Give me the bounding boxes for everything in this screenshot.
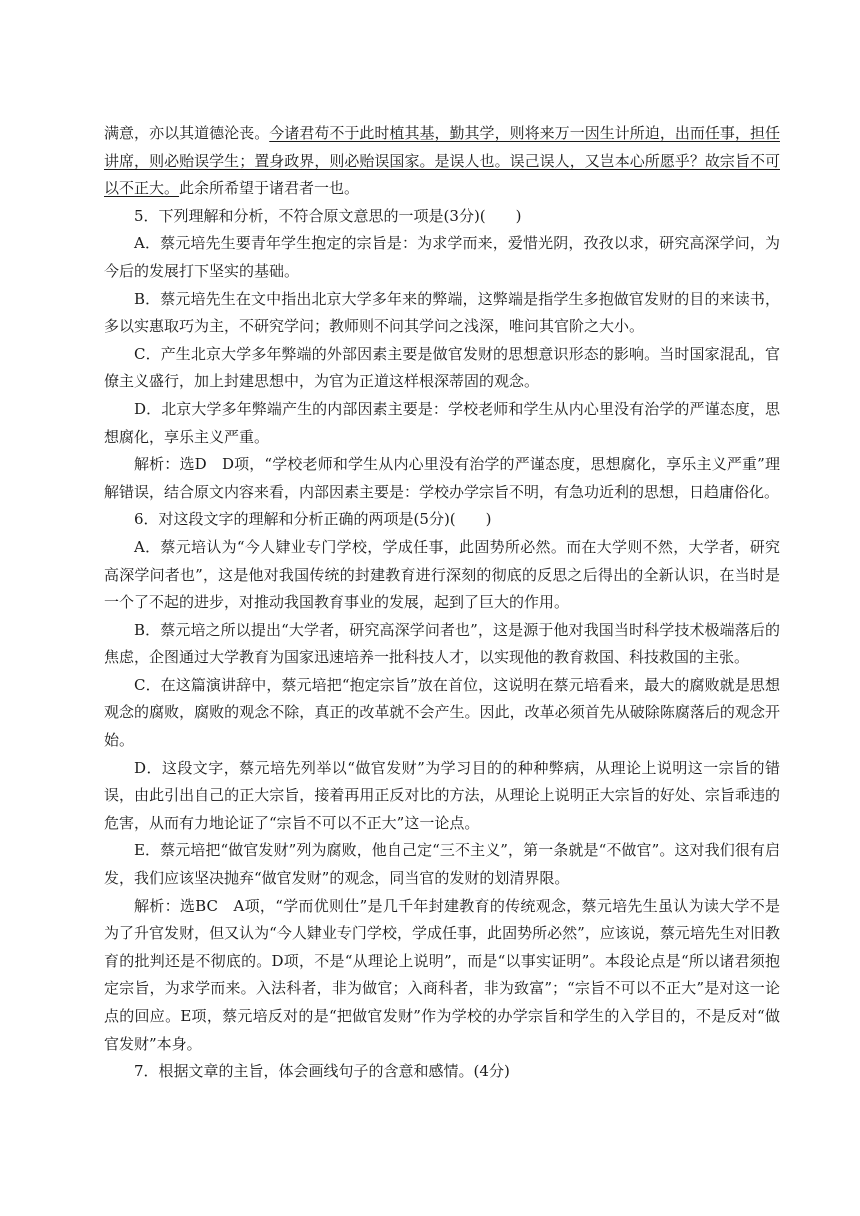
question-6-option-e: E．蔡元培把“做官发财”列为腐败，他自己定“三不主义”，第一条就是“不做官”。这对我们很有启发，我们应该坚决抛弃“做官发财”的观念，同当官的发财的划清界限。: [104, 841, 780, 888]
question-5-option-a: A．蔡元培先生要青年学生抱定的宗旨是：为求学而来，爱惜光阴，孜孜以求，研究高深学问，为今后的发展打下坚实的基础。: [104, 234, 780, 280]
question-6-option-b: B．蔡元培之所以提出“大学者，研究高深学问者也”，这是源于他对我国当时科学技术极端落后的焦虑，企图通过大学教育为国家迅速培养一批科技人才，以实现他的教育救国、科技救国的主张。: [104, 620, 780, 667]
question-7-stem: 7．根据文章的主旨，体会画线句子的含意和感情。(4分): [134, 1062, 510, 1081]
question-6-analysis: 解析：选BC A项，“学而优则仕”是几千年封建教育的传统观念，蔡元培先生虽认为读大学不是为了升官发财，但又认为“今人肄业专门学校，学成任事，此固势所必然”，应该说，蔡元培先生对旧教育的批判还是不彻底的。D项，不是“从理论上说明”，而是“以事实证明”。本段论点是“所以诸君须抱定宗旨，为求学而来。入法科者，非为做官；入商科者，非为致富”；“宗旨不可以不正大”是对这一论点的回应。E项，蔡元培反对的是“把做官发财”作为学校的办学宗旨和学生的入学目的，不是反对“做官发财”本身。: [104, 896, 780, 1053]
underlined-sentence: 今诸君苟不于此时植其基，勤其学，则将来万一因生计所迫，出而任事，担任讲席，则必贻误学生；置身政界，则必贻误国家。是误人也。误己误人，又岂本心所愿乎？故宗旨不可以不正大。: [104, 124, 780, 198]
question-6-option-c: C．在这篇演讲辞中，蔡元培把“抱定宗旨”放在首位，这说明在蔡元培看来，最大的腐败就是思想观念的腐败，腐败的观念不除，真正的改革就不会产生。因此，改革必须首先从破除陈腐落后的观念开始。: [104, 675, 780, 750]
question-5-stem: 5．下列理解和分析，不符合原文意思的一项是(3分)( ): [134, 206, 522, 225]
document-body: [104, 120, 780, 1086]
question-5-analysis: 解析：选D D项，“学校老师和学生从内心里没有治学的严谨态度，思想腐化，享乐主义严重”理解错误，结合原文内容来看，内部因素主要是：学校办学宗旨不明，有急功近利的思想，日趋庸俗化。: [104, 455, 780, 501]
question-6-option-d: D．这段文字，蔡元培先列举以“做官发财”为学习目的的种种弊病，从理论上说明这一宗旨的错误，由此引出自己的正大宗旨，接着再用正反对比的方法，从理论上说明正大宗旨的好处、宗旨乖违的危害，从而有力地论证了“宗旨不可以不正大”这一论点。: [104, 758, 780, 832]
opening-text-post: 此余所希望于诸君者一也。: [179, 179, 360, 198]
question-6-option-a: A．蔡元培认为“今人肄业专门学校，学成任事，此固势所必然。而在大学则不然，大学者，研究高深学问者也”，这是他对我国传统的封建教育进行深刻的彻底的反思之后得出的全新认识，在当时是一个了不起的进步，对推动我国教育事业的发展，起到了巨大的作用。: [104, 537, 780, 612]
opening-paragraph: [104, 120, 780, 203]
question-5-option-c: C．产生北京大学多年弊端的外部因素主要是做官发财的思想意识形态的影响。当时国家混乱，官僚主义盛行，加上封建思想中，为官为正道这样根深蒂固的观念。: [104, 344, 780, 391]
question-6-stem: 6．对这段文字的理解和分析正确的两项是(5分)( ): [134, 510, 492, 529]
opening-text-pre: 满意，亦以其道德沦丧。: [104, 124, 270, 142]
question-5-option-b: B．蔡元培先生在文中指出北京大学多年来的弊端，这弊端是指学生多抱做官发财的目的来读书，多以实惠取巧为主，不研究学问；教师则不问其学问之浅深，唯问其官阶之大小。: [104, 289, 780, 336]
question-5-option-d: D．北京大学多年弊端产生的内部因素主要是：学校老师和学生从内心里没有治学的严谨态度，思想腐化，享乐主义严重。: [104, 399, 780, 446]
